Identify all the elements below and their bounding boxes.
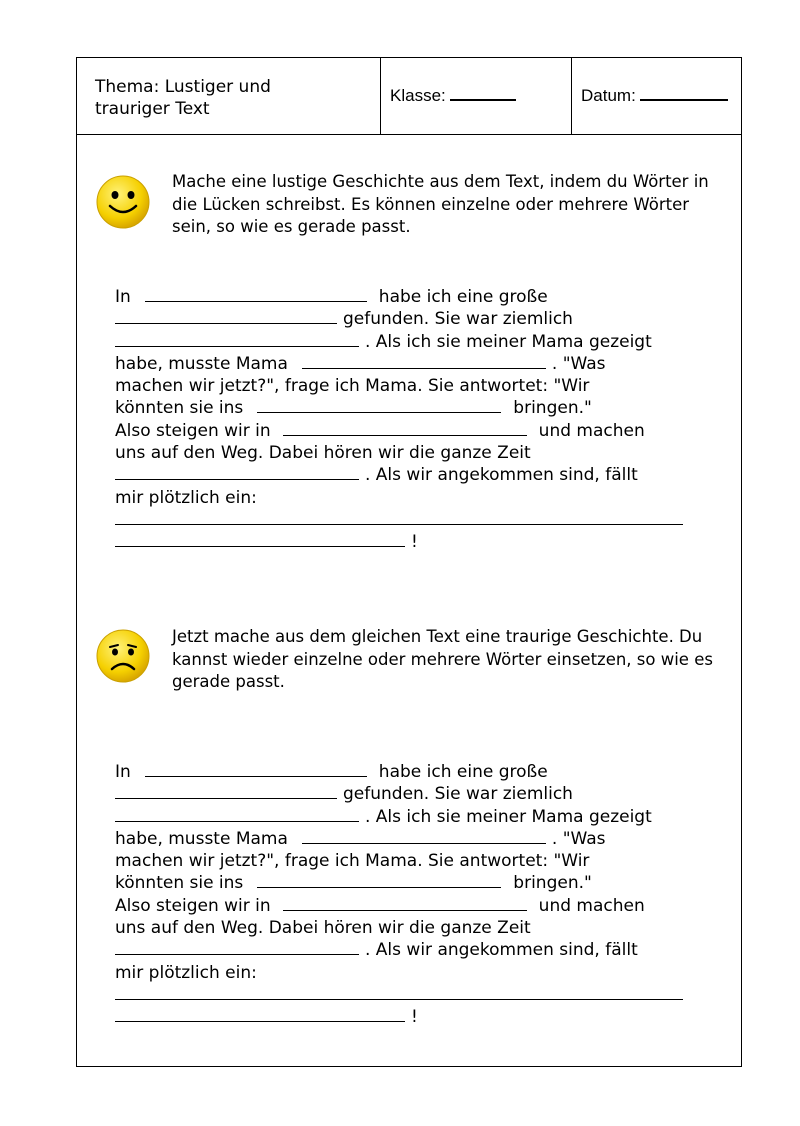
story-text: ! xyxy=(411,1007,418,1028)
story-text: . Als ich sie meiner Mama gezeigt xyxy=(365,331,652,352)
story-text: könnten sie ins xyxy=(115,873,244,894)
story-text: mir plötzlich ein: xyxy=(115,962,257,983)
story-text: mir plötzlich ein: xyxy=(115,487,257,508)
story-text: In xyxy=(115,762,131,782)
blank-field[interactable] xyxy=(283,423,527,436)
blank-field[interactable] xyxy=(115,942,359,955)
story-text: . "Was xyxy=(551,828,606,849)
blank-field[interactable] xyxy=(257,400,501,413)
date-field[interactable] xyxy=(640,85,728,101)
story-text: habe ich eine große xyxy=(378,287,548,307)
story-text: und machen xyxy=(538,420,645,441)
happy-smiley-icon xyxy=(95,174,151,230)
blank-field[interactable] xyxy=(302,831,546,844)
blank-field[interactable] xyxy=(145,289,367,302)
story-sad xyxy=(115,761,715,1029)
story-text: . Als wir angekommen sind, fällt xyxy=(365,940,638,961)
class-label: Klasse: xyxy=(390,86,446,105)
story-text: könnten sie ins xyxy=(115,398,244,419)
class-cell xyxy=(381,58,572,134)
story-text: habe, musste Mama xyxy=(115,828,288,849)
story-text: habe, musste Mama xyxy=(115,353,288,374)
story-text: bringen." xyxy=(513,873,592,894)
class-field[interactable] xyxy=(450,85,516,101)
instruction-sad: Jetzt mache aus dem gleichen Text eine traurige Geschichte. Du kannst wieder einzelne oder mehrere Wörter einsetzen, so wie es gerade passt. xyxy=(172,627,713,691)
blank-field[interactable] xyxy=(115,512,683,525)
theme-cell xyxy=(77,58,381,134)
theme-title: Thema: Lustiger und trauriger Text xyxy=(95,77,271,119)
blank-field[interactable] xyxy=(115,534,405,547)
story-text: habe ich eine große xyxy=(378,762,548,782)
blank-field[interactable] xyxy=(115,809,359,822)
story-text: uns auf den Weg. Dabei hören wir die ganze Zeit xyxy=(115,918,531,939)
blank-field[interactable] xyxy=(115,334,359,347)
instruction-happy: Mache eine lustige Geschichte aus dem Text, indem du Wörter in die Lücken schreibst. Es können einzelne oder mehrere Wörter sein, so wie es gerade passt. xyxy=(172,172,709,236)
blank-field[interactable] xyxy=(257,875,501,888)
blank-field[interactable] xyxy=(115,1009,405,1022)
story-text: und machen xyxy=(538,895,645,916)
blank-field[interactable] xyxy=(115,467,359,480)
story-text: Also steigen wir in xyxy=(115,420,271,441)
blank-field[interactable] xyxy=(115,786,337,799)
blank-field[interactable] xyxy=(283,898,527,911)
blank-field[interactable] xyxy=(145,764,367,777)
story-text: Also steigen wir in xyxy=(115,895,271,916)
blank-field[interactable] xyxy=(115,311,337,324)
header-table xyxy=(77,58,741,135)
worksheet xyxy=(76,57,742,1067)
story-text: . Als wir angekommen sind, fällt xyxy=(365,465,638,486)
story-text: gefunden. Sie war ziemlich xyxy=(343,309,573,330)
date-cell xyxy=(572,58,741,134)
story-text: ! xyxy=(411,532,418,553)
story-happy xyxy=(115,286,715,554)
story-text: gefunden. Sie war ziemlich xyxy=(343,784,573,805)
story-text: . "Was xyxy=(551,353,606,374)
blank-field[interactable] xyxy=(115,987,683,1000)
blank-field[interactable] xyxy=(302,356,546,369)
story-text: bringen." xyxy=(513,398,592,419)
story-text: uns auf den Weg. Dabei hören wir die ganze Zeit xyxy=(115,443,531,464)
sad-smiley-icon xyxy=(95,628,151,684)
story-text: In xyxy=(115,287,131,307)
story-text: machen wir jetzt?", frage ich Mama. Sie antwortet: "Wir xyxy=(115,376,590,397)
date-label: Datum: xyxy=(581,86,636,105)
story-text: . Als ich sie meiner Mama gezeigt xyxy=(365,806,652,827)
story-text: machen wir jetzt?", frage ich Mama. Sie antwortet: "Wir xyxy=(115,851,590,872)
